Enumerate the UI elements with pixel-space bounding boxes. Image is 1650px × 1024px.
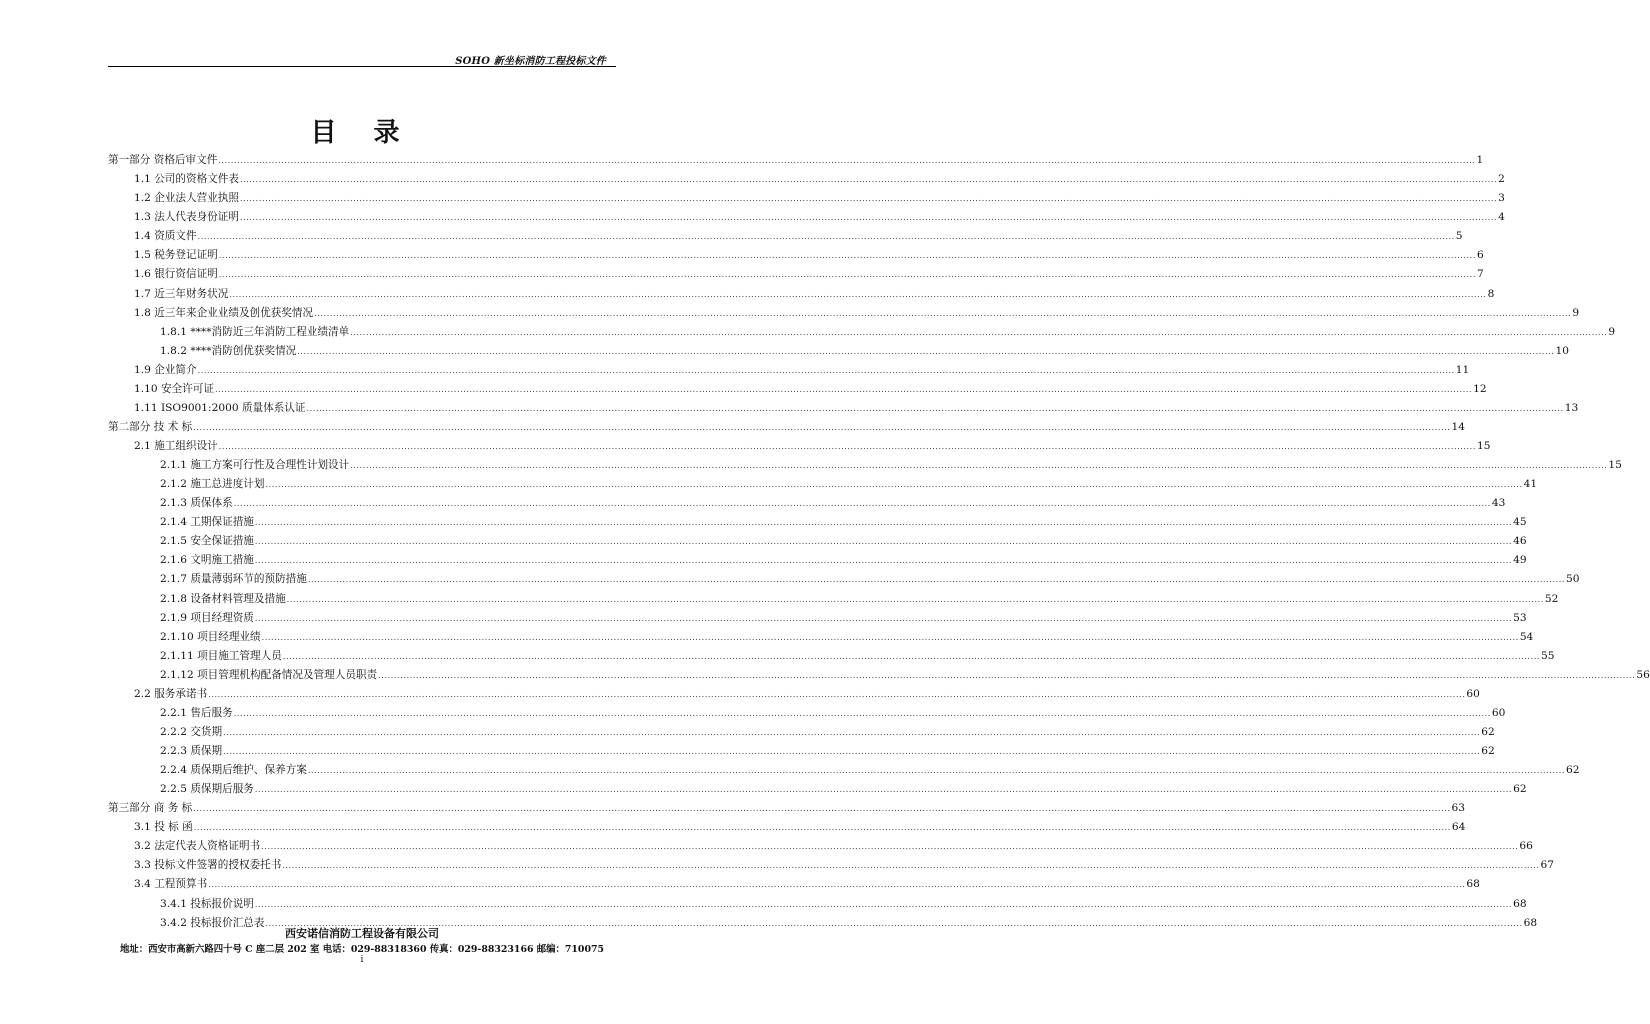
toc-entry-page: 2 <box>1498 173 1505 186</box>
toc-entry <box>108 148 1484 167</box>
toc-entry-page: 15 <box>1476 440 1491 452</box>
toc-entry-page: 49 <box>1513 554 1527 567</box>
toc-entry-title: 2.2 服务承诺书 <box>134 687 208 700</box>
toc-dot-leader: ................................................................................................................................................................................................................................................................................................................................................................................................................ <box>350 327 1608 337</box>
toc-entry-page: 13 <box>1564 401 1579 414</box>
toc-entry-title: 1.4 资质文件 <box>134 230 197 243</box>
toc-entry-title: 1.2 企业法人营业执照 <box>134 192 239 205</box>
toc-entry <box>108 224 1463 243</box>
toc-entry-page: 50 <box>1566 573 1580 586</box>
toc-entry-title: 1.5 税务登记证明 <box>134 249 218 262</box>
toc-dot-leader: ................................................................................................................................................................................................................................................................................................................................................................................................................ <box>314 308 1572 318</box>
toc-dot-leader: ................................................................................................................................................................................................................................................................................................................................................................................................................ <box>218 442 1476 451</box>
toc-dot-leader: ................................................................................................................................................................................................................................................................................................................................................................................................................ <box>193 823 1451 833</box>
toc-entry-page: 4 <box>1498 211 1505 224</box>
toc-dot-leader: ................................................................................................................................................................................................................................................................................................................................................................................................................ <box>306 403 1564 413</box>
toc-dot-leader: ................................................................................................................................................................................................................................................................................................................................................................................................................ <box>233 499 1491 509</box>
toc-entry <box>108 529 1527 548</box>
toc-entry <box>108 548 1527 567</box>
toc-entry <box>108 796 1465 815</box>
toc-entry <box>108 205 1505 224</box>
toc-entry-title: 2.1 施工组织设计 <box>134 440 218 452</box>
toc-dot-leader: ................................................................................................................................................................................................................................................................................................................................................................................................................ <box>282 651 1540 661</box>
toc-dot-leader: ................................................................................................................................................................................................................................................................................................................................................................................................................ <box>261 842 1519 852</box>
toc-dot-leader: ................................................................................................................................................................................................................................................................................................................................................................................................................ <box>214 384 1473 394</box>
toc-entry <box>108 853 1555 872</box>
toc-entry-title: 1.11 ISO9001:2000 质量体系认证 <box>134 401 306 414</box>
toc-entry <box>108 167 1505 186</box>
toc-entry <box>108 682 1480 701</box>
toc-entry-title: 1.3 法人代表身份证明 <box>134 211 239 224</box>
toc-entry-title: 1.8.2 ****消防创优获奖情况 <box>160 344 297 357</box>
toc-entry-title: 3.4.2 投标报价汇总表 <box>160 916 265 929</box>
toc-dot-leader: ................................................................................................................................................................................................................................................................................................................................................................................................................ <box>307 766 1566 776</box>
header-divider <box>108 66 616 67</box>
toc-entry <box>108 396 1579 415</box>
toc-dot-leader: ................................................................................................................................................................................................................................................................................................................................................................................................................ <box>223 727 1481 737</box>
toc-entry-title: 第二部分 技 术 标 <box>108 420 193 433</box>
toc-entry-title: 2.1.2 施工总进度计划 <box>160 478 265 491</box>
toc-entry <box>108 186 1505 205</box>
toc-entry <box>108 358 1470 377</box>
toc-entry-title: 2.1.4 工期保证措施 <box>160 516 254 529</box>
toc-entry <box>108 320 1616 339</box>
toc-entry-page: 8 <box>1487 287 1495 300</box>
toc-dot-leader: ................................................................................................................................................................................................................................................................................................................................................................................................................ <box>197 365 1455 375</box>
toc-entry-title: 第三部分 商 务 标 <box>108 802 193 815</box>
toc-entry-page: 9 <box>1608 325 1616 338</box>
toc-entry-title: 2.2.4 质保期后维护、保养方案 <box>160 764 307 777</box>
toc-entry-page: 62 <box>1481 725 1495 738</box>
toc-dot-leader: ................................................................................................................................................................................................................................................................................................................................................................................................................ <box>254 899 1513 909</box>
toc-entry-title: 3.4 工程预算书 <box>134 878 208 891</box>
toc-entry-page: 6 <box>1476 249 1484 262</box>
toc-entry <box>108 815 1466 834</box>
toc-entry <box>108 758 1580 777</box>
toc-entry-title: 1.1 公司的资格文件表 <box>134 173 239 186</box>
toc-entry-page: 52 <box>1544 592 1559 605</box>
toc-entry-page: 62 <box>1513 783 1527 796</box>
toc-entry <box>108 606 1527 625</box>
table-of-contents <box>108 148 1650 930</box>
toc-dot-leader: ................................................................................................................................................................................................................................................................................................................................................................................................................ <box>254 785 1513 795</box>
toc-dot-leader: ................................................................................................................................................................................................................................................................................................................................................................................................................ <box>282 861 1540 871</box>
toc-entry-title: 2.2.5 质保期后服务 <box>160 783 254 796</box>
toc-entry <box>108 777 1527 796</box>
toc-dot-leader: ................................................................................................................................................................................................................................................................................................................................................................................................................ <box>239 213 1498 223</box>
toc-entry <box>108 262 1484 281</box>
toc-entry-page: 54 <box>1519 630 1534 643</box>
toc-dot-leader: ................................................................................................................................................................................................................................................................................................................................................................................................................ <box>223 747 1481 756</box>
toc-entry-page: 46 <box>1513 535 1527 548</box>
toc-entry <box>108 453 1622 472</box>
toc-entry <box>108 586 1559 605</box>
toc-entry-page: 1 <box>1476 154 1484 167</box>
toc-entry-page: 10 <box>1555 344 1569 357</box>
toc-dot-leader: ................................................................................................................................................................................................................................................................................................................................................................................................................ <box>193 422 1451 432</box>
toc-dot-leader: ................................................................................................................................................................................................................................................................................................................................................................................................................ <box>254 518 1513 528</box>
toc-entry <box>108 567 1580 586</box>
toc-entry-page: 41 <box>1523 478 1538 491</box>
toc-entry <box>108 701 1506 720</box>
toc-entry <box>108 377 1487 396</box>
toc-entry-page: 15 <box>1608 459 1622 472</box>
toc-dot-leader: ................................................................................................................................................................................................................................................................................................................................................................................................................ <box>218 156 1476 166</box>
toc-entry-page: 43 <box>1491 497 1506 510</box>
toc-entry <box>108 472 1538 491</box>
toc-dot-leader: ................................................................................................................................................................................................................................................................................................................................................................................................................ <box>307 575 1566 585</box>
toc-entry <box>108 872 1480 891</box>
toc-dot-leader: ................................................................................................................................................................................................................................................................................................................................................................................................................ <box>233 708 1491 718</box>
toc-entry-title: 2.1.8 设备材料管理及措施 <box>160 592 286 605</box>
toc-dot-leader: ................................................................................................................................................................................................................................................................................................................................................................................................................ <box>297 346 1555 356</box>
toc-entry-page: 53 <box>1513 611 1527 624</box>
toc-entry-page: 60 <box>1466 687 1480 700</box>
toc-dot-leader: ................................................................................................................................................................................................................................................................................................................................................................................................................ <box>193 804 1451 814</box>
toc-entry-title: 2.1.10 项目经理业绩 <box>160 630 261 643</box>
footer-company-name: 西安诺信消防工程设备有限公司 <box>285 927 439 940</box>
toc-entry-page: 68 <box>1466 878 1480 891</box>
toc-entry <box>108 339 1569 358</box>
toc-entry-page: 62 <box>1481 745 1495 757</box>
toc-entry <box>108 415 1465 434</box>
toc-entry-title: 2.2.3 质保期 <box>160 745 223 757</box>
toc-entry-title: 1.8.1 ****消防近三年消防工程业绩清单 <box>160 325 350 338</box>
toc-dot-leader: ................................................................................................................................................................................................................................................................................................................................................................................................................ <box>254 537 1513 547</box>
toc-entry-title: 2.1.11 项目施工管理人员 <box>160 649 282 662</box>
toc-entry <box>108 434 1491 453</box>
toc-entry-page: 3 <box>1498 192 1505 205</box>
toc-dot-leader: ................................................................................................................................................................................................................................................................................................................................................................................................................ <box>208 880 1466 890</box>
page-number: i <box>360 955 364 965</box>
toc-entry <box>108 644 1555 663</box>
toc-dot-leader: ................................................................................................................................................................................................................................................................................................................................................................................................................ <box>239 194 1498 204</box>
toc-entry-title: 2.1.5 安全保证措施 <box>160 535 254 548</box>
toc-dot-leader: ................................................................................................................................................................................................................................................................................................................................................................................................................ <box>229 289 1487 299</box>
toc-entry-title: 2.1.1 施工方案可行性及合理性计划设计 <box>160 459 350 472</box>
toc-entry <box>108 739 1495 758</box>
toc-entry-page: 5 <box>1455 230 1463 243</box>
toc-entry-title: 2.2.1 售后服务 <box>160 706 233 719</box>
toc-entry <box>108 301 1580 320</box>
toc-entry-page: 14 <box>1451 420 1465 433</box>
toc-entry-page: 68 <box>1523 916 1538 929</box>
toc-dot-leader: ................................................................................................................................................................................................................................................................................................................................................................................................................ <box>265 918 1523 928</box>
toc-entry-title: 1.9 企业简介 <box>134 363 197 376</box>
toc-entry-page: 62 <box>1566 764 1580 777</box>
toc-dot-leader: ................................................................................................................................................................................................................................................................................................................................................................................................................ <box>265 480 1523 490</box>
toc-entry <box>108 834 1533 853</box>
toc-dot-leader: ................................................................................................................................................................................................................................................................................................................................................................................................................ <box>218 251 1476 261</box>
toc-entry-title: 2.1.9 项目经理资质 <box>160 611 254 624</box>
toc-entry-title: 2.1.3 质保体系 <box>160 497 233 510</box>
toc-dot-leader: ................................................................................................................................................................................................................................................................................................................................................................................................................ <box>286 594 1544 604</box>
toc-entry-page: 60 <box>1491 706 1506 719</box>
toc-entry <box>108 510 1527 529</box>
toc-entry-title: 1.8 近三年来企业业绩及创优获奖情况 <box>134 306 314 319</box>
toc-entry-page: 56 <box>1636 668 1650 681</box>
toc-entry-page: 11 <box>1455 363 1470 376</box>
toc-entry-page: 64 <box>1451 821 1466 834</box>
toc-entry-page: 67 <box>1540 859 1555 872</box>
toc-entry-page: 7 <box>1476 268 1484 281</box>
toc-entry-title: 第一部分 资格后审文件 <box>108 154 218 167</box>
toc-entry-page: 12 <box>1473 382 1487 395</box>
toc-entry-page: 68 <box>1513 897 1527 910</box>
toc-dot-leader: ................................................................................................................................................................................................................................................................................................................................................................................................................ <box>254 556 1513 566</box>
toc-entry-title: 2.1.6 文明施工措施 <box>160 554 254 567</box>
toc-entry <box>108 891 1527 910</box>
toc-dot-leader: ................................................................................................................................................................................................................................................................................................................................................................................................................ <box>378 670 1636 680</box>
toc-dot-leader: ................................................................................................................................................................................................................................................................................................................................................................................................................ <box>350 461 1608 471</box>
toc-entry-title: 3.3 投标文件签署的授权委托书 <box>134 859 282 872</box>
page-title: 目 录 <box>310 118 414 148</box>
toc-entry-title: 3.2 法定代表人资格证明书 <box>134 840 261 853</box>
toc-entry-title: 1.10 安全许可证 <box>134 382 214 395</box>
toc-entry <box>108 663 1650 682</box>
toc-entry <box>108 243 1484 262</box>
toc-entry-title: 2.1.7 质量薄弱环节的预防措施 <box>160 573 307 586</box>
toc-dot-leader: ................................................................................................................................................................................................................................................................................................................................................................................................................ <box>197 232 1455 242</box>
toc-entry-title: 3.4.1 投标报价说明 <box>160 897 254 910</box>
footer-address: 地址：西安市高新六路四十号 C 座二层 202 室 电话：029-88318360 传真：029-88323166 邮编：710075 <box>119 944 605 955</box>
running-header: SOHO 新坐标消防工程投标文件 <box>455 56 606 67</box>
toc-entry <box>108 491 1506 510</box>
toc-dot-leader: ................................................................................................................................................................................................................................................................................................................................................................................................................ <box>218 270 1476 280</box>
toc-entry <box>108 281 1495 300</box>
toc-dot-leader: ................................................................................................................................................................................................................................................................................................................................................................................................................ <box>254 613 1513 623</box>
toc-entry-title: 1.6 银行资信证明 <box>134 268 218 281</box>
toc-entry-title: 1.7 近三年财务状况 <box>134 287 229 300</box>
toc-entry-page: 55 <box>1541 649 1555 662</box>
toc-entry <box>108 625 1534 644</box>
toc-entry-title: 2.2.2 交货期 <box>160 725 223 738</box>
toc-entry <box>108 720 1495 739</box>
toc-dot-leader: ................................................................................................................................................................................................................................................................................................................................................................................................................ <box>261 632 1519 642</box>
toc-entry-page: 9 <box>1572 306 1580 319</box>
toc-dot-leader: ................................................................................................................................................................................................................................................................................................................................................................................................................ <box>239 175 1498 185</box>
toc-entry-title: 3.1 投 标 函 <box>134 821 193 834</box>
toc-entry-page: 45 <box>1513 516 1527 529</box>
toc-dot-leader: ................................................................................................................................................................................................................................................................................................................................................................................................................ <box>208 689 1466 699</box>
toc-entry-page: 66 <box>1519 840 1533 853</box>
toc-entry-page: 63 <box>1451 802 1465 815</box>
toc-entry-title: 2.1.12 项目管理机构配备情况及管理人员职责 <box>160 668 378 681</box>
